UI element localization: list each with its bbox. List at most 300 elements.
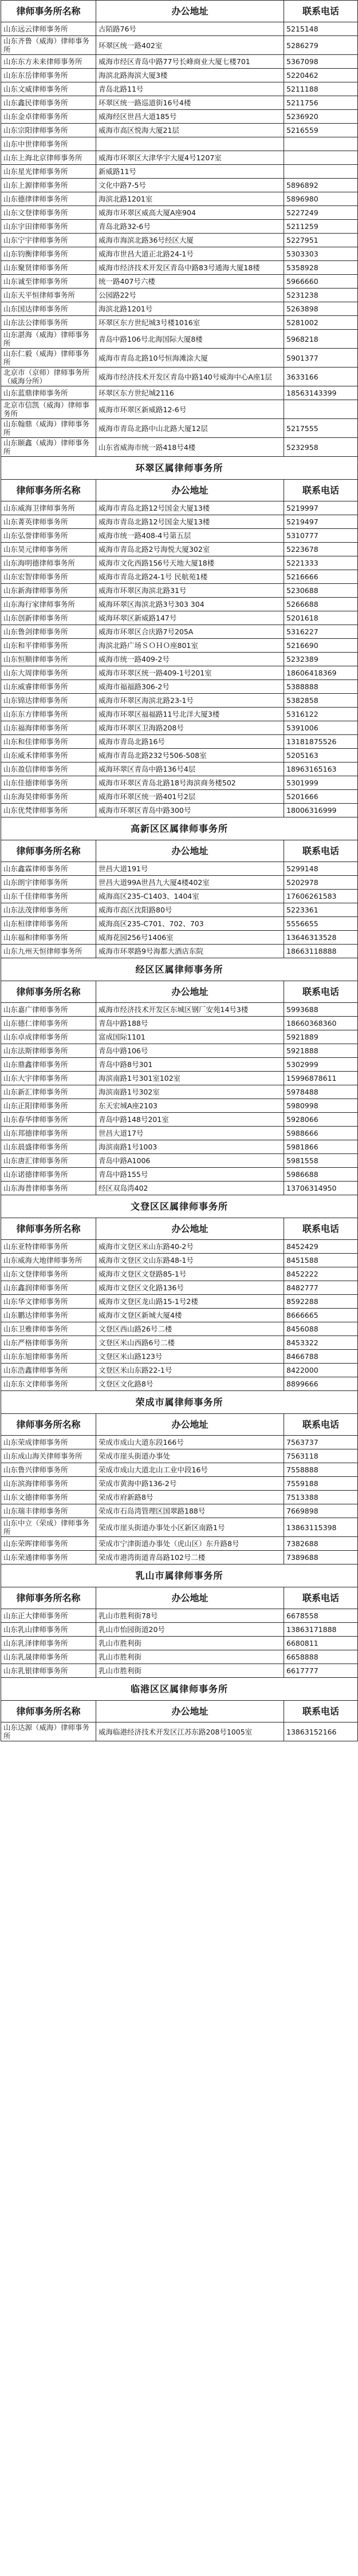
firm-name: 山东恒顺律师事务所 [1, 653, 96, 666]
table-row [1, 96, 358, 110]
firm-address: 威海市青岛北路中山北路大厦12层 [96, 419, 284, 438]
table-row [1, 556, 358, 570]
header-row [1, 480, 358, 501]
column-header-address: 办公地址 [96, 480, 284, 501]
firm-name: 山东宗阳律师事务所 [1, 124, 96, 137]
table-row [1, 1664, 358, 1678]
firm-name: 山东颐鑫（威海）律师事务所 [1, 438, 96, 457]
firm-address: 文登区米山路123号 [96, 1350, 284, 1364]
column-header-address: 办公地址 [96, 1587, 284, 1609]
firm-address: 威海市青岛北路12号国金大厦13楼 [96, 501, 284, 515]
table-row [1, 804, 358, 817]
column-header-name: 律师事务所名称 [1, 1414, 96, 1436]
firm-address: 山东省威海市统一路418号4楼 [96, 438, 284, 457]
firm-phone: 8899666 [284, 1377, 358, 1391]
firm-phone: 3633166 [284, 368, 358, 386]
table-row [1, 1722, 358, 1741]
firm-name: 山东远云律师事务所 [1, 22, 96, 36]
table-row [1, 419, 358, 438]
table-row [1, 1518, 358, 1537]
firm-name: 山东金卓律师事务所 [1, 110, 96, 124]
column-header-name: 律师事务所名称 [1, 1218, 96, 1240]
firm-address: 青岛北路11号 [96, 82, 284, 96]
firm-address: 威海市统一路408-4号第五层 [96, 529, 284, 543]
table-row [1, 1364, 358, 1377]
table-row [1, 1504, 358, 1518]
table-row [1, 400, 358, 419]
table-row [1, 945, 358, 958]
firm-phone: 5216690 [284, 639, 358, 653]
firm-name: 山东桓律律师事务所 [1, 917, 96, 931]
firm-phone: 8456088 [284, 1322, 358, 1336]
table-row [1, 749, 358, 762]
firm-name: 山东正阳律师事务所 [1, 1099, 96, 1113]
firm-address: 威海市环翠区青岛中路300号 [96, 804, 284, 817]
table-row [1, 69, 358, 82]
table-row [1, 36, 358, 55]
firm-phone: 13706314950 [284, 1182, 358, 1195]
column-header-phone: 联系电话 [284, 1, 358, 22]
firm-address: 威海市文登区文山东路48-1号 [96, 1254, 284, 1267]
firm-name: 山东星光律师事务所 [1, 165, 96, 179]
table-row [1, 368, 358, 386]
firm-name: 山东国达律师事务所 [1, 302, 96, 316]
firm-address: 威海市青岛北路12号国金大厦13楼 [96, 515, 284, 529]
firm-name: 山东法公律师事务所 [1, 316, 96, 330]
table-row [1, 247, 358, 261]
firm-address: 荣成市成山大道东段166号 [96, 1436, 284, 1449]
firm-address: 威海市环翠路9号海都大酒店东院 [96, 945, 284, 958]
column-header-phone: 联系电话 [284, 480, 358, 501]
firm-name: 山东鼎鑫律师事务所 [1, 1058, 96, 1072]
firm-phone: 5316227 [284, 625, 358, 639]
header-row [1, 1587, 358, 1609]
firm-address: 荣成市港湾街道青岛路102号二楼 [96, 1551, 284, 1564]
firm-address: 青岛中路148号201室 [96, 1113, 284, 1127]
firm-phone: 7558888 [284, 1463, 358, 1477]
firm-name: 山东华文律师事务所 [1, 1295, 96, 1309]
firm-name: 山东菁英律师事务所 [1, 515, 96, 529]
firm-address: 威海市环翠区威高大厦A座904 [96, 206, 284, 220]
firm-address: 海滨北路海滨大厦3楼 [96, 69, 284, 82]
table-row [1, 529, 358, 543]
firm-name: 山东优梵律师事务所 [1, 804, 96, 817]
table-row [1, 137, 358, 151]
column-header-phone: 联系电话 [284, 1218, 358, 1240]
table-row [1, 570, 358, 584]
firm-name: 山东德仁律师事务所 [1, 1017, 96, 1030]
firm-address: 乳山市胜利街 [96, 1650, 284, 1664]
firm-name: 山东滨海律师事务所 [1, 1477, 96, 1491]
section-title: 乳山市属律师事务所 [1, 1564, 358, 1587]
firm-name: 山东海昊律师事务所 [1, 790, 96, 804]
firm-address: 威海市文登区米山东路40-2号 [96, 1240, 284, 1254]
table-row [1, 1003, 358, 1017]
firm-phone: 5981558 [284, 1154, 358, 1168]
firm-name: 山东蓝鼎律师事务所 [1, 386, 96, 400]
firm-address: 经区双岛湾402 [96, 1182, 284, 1195]
firm-address: 威海花园256号1406室 [96, 931, 284, 945]
firm-name: 山东诚至律师事务所 [1, 275, 96, 289]
firm-address: 世昌大道17号 [96, 1127, 284, 1140]
firm-name: 山东九州天恒律师事务所 [1, 945, 96, 958]
section-title: 环翠区属律师事务所 [1, 457, 358, 480]
firm-phone: 5358928 [284, 261, 358, 275]
firm-phone: 5230688 [284, 584, 358, 598]
firm-phone: 13646313528 [284, 931, 358, 945]
table-row [1, 1463, 358, 1477]
firm-phone: 5928066 [284, 1113, 358, 1127]
firm-name: 山东法斯律师事务所 [1, 1044, 96, 1058]
firm-phone: 5968218 [284, 330, 358, 349]
firm-address: 荣成市宁津街道办事处（虎山区）东升路8号 [96, 1537, 284, 1551]
firm-phone: 5202978 [284, 876, 358, 890]
header-row [1, 981, 358, 1003]
header-row [1, 1, 358, 22]
firm-address: 富成国际1101 [96, 1030, 284, 1044]
firm-phone: 13181875526 [284, 735, 358, 749]
firm-name: 山东海行家律师事务所 [1, 598, 96, 611]
firm-name: 山东中立（荣成）律师事务所 [1, 1518, 96, 1537]
firm-address: 威海市环翠区统一路409-1号201室 [96, 666, 284, 680]
firm-name: 山东鲁兴律师事务所 [1, 1463, 96, 1477]
firm-address: 文登区西山路26号二楼 [96, 1322, 284, 1336]
table-row [1, 82, 358, 96]
table-row [1, 1127, 358, 1140]
firm-address: 青岛中路106号北海国际大厦8楼 [96, 330, 284, 349]
firm-phone: 5219497 [284, 515, 358, 529]
table-row [1, 1099, 358, 1113]
firm-address: 威海市环翠区新威路12-6号 [96, 400, 284, 419]
firm-phone: 8453322 [284, 1336, 358, 1350]
firm-address: 乳山市胜利街 [96, 1664, 284, 1678]
firm-address: 威海市青岛北路16号 [96, 735, 284, 749]
section-title: 高新区区属律师事务所 [1, 817, 358, 840]
table-row [1, 302, 358, 316]
firm-phone: 18006316999 [284, 804, 358, 817]
firm-address: 威海经区世昌大道185号 [96, 110, 284, 124]
firm-phone: 5310777 [284, 529, 358, 543]
column-header-address: 办公地址 [96, 981, 284, 1003]
firm-name: 山东成山海关律师事务所 [1, 1449, 96, 1463]
table-row [1, 206, 358, 220]
firm-name: 山东东方未来律师事务所 [1, 55, 96, 69]
firm-name: 山东钧衡律师事务所 [1, 247, 96, 261]
firm-phone: 15996878611 [284, 1072, 358, 1085]
table-row [1, 110, 358, 124]
table-row [1, 1436, 358, 1449]
firm-address: 威海市福福路306-2号 [96, 680, 284, 694]
firm-address: 威海市环翠区统一路401号2层 [96, 790, 284, 804]
firm-phone: 6658888 [284, 1650, 358, 1664]
firm-address: 威海市文登区新城大厦4楼 [96, 1309, 284, 1322]
firm-name: 山东鑫霖律师事务所 [1, 862, 96, 876]
firm-address: 海滨南路1号302室 [96, 1085, 284, 1099]
firm-phone: 5388888 [284, 680, 358, 694]
firm-address: 新威路11号 [96, 165, 284, 179]
table-row [1, 1030, 358, 1044]
firm-name: 山东乳山律师事务所 [1, 1623, 96, 1637]
table-row [1, 1072, 358, 1085]
firm-name: 山东正大律师事务所 [1, 1609, 96, 1623]
table-row [1, 876, 358, 890]
table-row [1, 1491, 358, 1504]
firm-name: 山东威禾律师事务所 [1, 749, 96, 762]
firm-name: 山东宏智律师事务所 [1, 570, 96, 584]
firm-name: 山东宇田律师事务所 [1, 220, 96, 234]
firm-phone [284, 165, 358, 179]
table-row [1, 721, 358, 735]
firm-phone: 5301999 [284, 776, 358, 790]
firm-address: 统一路407号六楼 [96, 275, 284, 289]
firm-address: 文登区米山西路6号二楼 [96, 1336, 284, 1350]
firm-name: 山东千佳律师事务所 [1, 890, 96, 903]
firm-address: 威海市文登区文化路136号 [96, 1281, 284, 1295]
section-title-row [1, 1678, 358, 1701]
firm-phone: 5391006 [284, 721, 358, 735]
firm-name: 山东大周律师事务所 [1, 666, 96, 680]
firm-phone: 5286279 [284, 36, 358, 55]
table-row [1, 931, 358, 945]
firm-phone: 13863115398 [284, 1518, 358, 1537]
firm-name: 山东新汇律师事务所 [1, 1085, 96, 1099]
firm-phone: 5220462 [284, 69, 358, 82]
firm-phone: 5263898 [284, 302, 358, 316]
firm-address [96, 137, 284, 151]
firm-phone: 13863171888 [284, 1623, 358, 1637]
firm-address: 乳山市怡园街道20号 [96, 1623, 284, 1637]
table-row [1, 917, 358, 931]
table-row [1, 1140, 358, 1154]
firm-address: 威海市青岛北路10号恒海滩涂大厦 [96, 349, 284, 368]
firm-name: 山东东文律师事务所 [1, 1377, 96, 1391]
firm-phone [284, 137, 358, 151]
firm-name: 山东春华律师事务所 [1, 1113, 96, 1127]
firm-phone: 5382858 [284, 694, 358, 708]
firm-name: 山东威睿律师事务所 [1, 680, 96, 694]
firm-phone: 7563118 [284, 1449, 358, 1463]
firm-phone: 5231238 [284, 289, 358, 302]
table-row [1, 1377, 358, 1391]
table-row [1, 501, 358, 515]
firm-name: 山东鑫民律师事务所 [1, 96, 96, 110]
table-row [1, 1058, 358, 1072]
law-firm-directory-table [1, 0, 358, 1741]
firm-address: 环翠区东方世纪城2116 [96, 386, 284, 400]
firm-address: 威海环翠区海滨北路3号303 304 [96, 598, 284, 611]
table-row [1, 776, 358, 790]
firm-phone: 8482777 [284, 1281, 358, 1295]
table-row [1, 598, 358, 611]
firm-name: 山东唐汇律师事务所 [1, 1154, 96, 1168]
table-row [1, 1609, 358, 1623]
table-row [1, 1113, 358, 1127]
firm-name: 山东大宇律师事务所 [1, 1072, 96, 1085]
firm-phone: 8666665 [284, 1309, 358, 1322]
firm-address: 威海临港经济技术开发区江苏东路208号1005室 [96, 1722, 284, 1741]
table-row [1, 289, 358, 302]
table-row [1, 708, 358, 721]
firm-name: 山东福海律师事务所 [1, 721, 96, 735]
table-row [1, 890, 358, 903]
column-header-name: 律师事务所名称 [1, 1, 96, 22]
firm-name: 山东鲁剑律师事务所 [1, 625, 96, 639]
header-row [1, 1218, 358, 1240]
table-row [1, 1254, 358, 1267]
section-title: 临港区区属律师事务所 [1, 1678, 358, 1701]
firm-phone: 5367098 [284, 55, 358, 69]
firm-address: 青岛中路A1006 [96, 1154, 284, 1168]
firm-address: 海滨北路1201室 [96, 192, 284, 206]
firm-phone: 5303303 [284, 247, 358, 261]
firm-address: 环翠区统一路巡道街16号4楼 [96, 96, 284, 110]
table-row [1, 330, 358, 349]
firm-phone: 6678558 [284, 1609, 358, 1623]
table-row [1, 1477, 358, 1491]
table-row [1, 386, 358, 400]
firm-phone: 5223361 [284, 903, 358, 917]
firm-phone: 8422000 [284, 1364, 358, 1377]
table-row [1, 903, 358, 917]
firm-address: 威海市环翠区海滨北路31号 [96, 584, 284, 598]
firm-name: 山东天平恒律师事务所 [1, 289, 96, 302]
table-row [1, 165, 358, 179]
firm-phone: 5201666 [284, 790, 358, 804]
firm-address: 威海市经济技术开发区东城区钢厂安苑14号3楼 [96, 1003, 284, 1017]
firm-phone: 8592288 [284, 1295, 358, 1309]
firm-name: 山东威海大地律师事务所 [1, 1254, 96, 1267]
table-row [1, 862, 358, 876]
firm-address: 荣成市府新路8号 [96, 1491, 284, 1504]
firm-phone: 5216559 [284, 124, 358, 137]
firm-address: 海滨北路广场ＳＯＨＯ座801室 [96, 639, 284, 653]
firm-phone: 5556655 [284, 917, 358, 931]
firm-phone: 5227249 [284, 206, 358, 220]
firm-name: 山东海普律师事务所 [1, 1182, 96, 1195]
firm-phone: 7389688 [284, 1551, 358, 1564]
firm-address: 威海市青岛北路2号海悦大厦302室 [96, 543, 284, 556]
table-row [1, 1322, 358, 1336]
firm-name: 山东东方律师事务所 [1, 708, 96, 721]
table-row [1, 735, 358, 749]
firm-address: 乳山市胜利街78号 [96, 1609, 284, 1623]
firm-phone: 6680811 [284, 1637, 358, 1650]
firm-name: 山东昊元律师事务所 [1, 543, 96, 556]
firm-name: 山东达源（威海）律师事务所 [1, 1722, 96, 1741]
firm-address: 文化中路7-5号 [96, 179, 284, 192]
firm-phone: 5896892 [284, 179, 358, 192]
table-row [1, 1637, 358, 1650]
column-header-name: 律师事务所名称 [1, 981, 96, 1003]
firm-address: 威海市经济技术开发区青岛中路140号威海中心A座1层 [96, 368, 284, 386]
column-header-phone: 联系电话 [284, 840, 358, 862]
firm-name: 山东晨盛律师事务所 [1, 1140, 96, 1154]
firm-name: 山东文登律师事务所 [1, 206, 96, 220]
table-row [1, 316, 358, 330]
firm-phone: 18563143399 [284, 386, 358, 400]
header-row [1, 1701, 358, 1722]
section-title: 荣成市属律师事务所 [1, 1391, 358, 1414]
firm-phone: 8451588 [284, 1254, 358, 1267]
firm-phone: 8466788 [284, 1350, 358, 1364]
firm-address: 荣成市崖头街道办事处 [96, 1449, 284, 1463]
firm-name: 山东卓成律师事务所 [1, 1030, 96, 1044]
table-row [1, 1623, 358, 1637]
firm-name: 山东福和律师事务所 [1, 931, 96, 945]
table-row [1, 234, 358, 247]
firm-address: 威海市世昌大道正北路24-1号 [96, 247, 284, 261]
firm-name: 山东锦达律师事务所 [1, 694, 96, 708]
table-row [1, 1449, 358, 1463]
firm-name: 北京市信凯（威海）律师事务所 [1, 400, 96, 419]
table-row [1, 192, 358, 206]
table-row [1, 680, 358, 694]
firm-name: 山东乳泽律师事务所 [1, 1637, 96, 1650]
firm-name: 山东鑫润律师事务所 [1, 1281, 96, 1295]
firm-name: 山东荣成律师事务所 [1, 1436, 96, 1449]
firm-address: 青岛中路106号 [96, 1044, 284, 1058]
firm-address: 海滨北路1201号 [96, 302, 284, 316]
table-row [1, 1017, 358, 1030]
firm-phone: 5227951 [284, 234, 358, 247]
firm-address: 青岛北路32-6号 [96, 220, 284, 234]
column-header-name: 律师事务所名称 [1, 1587, 96, 1609]
firm-name: 山东嘉广律师事务所 [1, 1003, 96, 1017]
firm-phone: 5232389 [284, 653, 358, 666]
table-row [1, 1537, 358, 1551]
firm-phone: 5215148 [284, 22, 358, 36]
firm-name: 山东盈信律师事务所 [1, 762, 96, 776]
section-title-row [1, 1391, 358, 1414]
firm-phone: 5299148 [284, 862, 358, 876]
firm-phone: 18660368360 [284, 1017, 358, 1030]
firm-name: 山东宁宇律师事务所 [1, 234, 96, 247]
firm-name: 山东乳晟律师事务所 [1, 1650, 96, 1664]
table-row [1, 1336, 358, 1350]
firm-phone: 5901377 [284, 349, 358, 368]
firm-name: 山东文威律师事务所 [1, 82, 96, 96]
column-header-address: 办公地址 [96, 840, 284, 862]
table-row [1, 1295, 358, 1309]
firm-name: 山东浩鑫律师事务所 [1, 1364, 96, 1377]
column-header-phone: 联系电话 [284, 1587, 358, 1609]
firm-name: 山东德律律师事务所 [1, 192, 96, 206]
table-row [1, 151, 358, 165]
firm-address: 威海市文登区龙山路15-1号2楼 [96, 1295, 284, 1309]
firm-address: 荣成市崖头街道办事处小区新区南路1号 [96, 1518, 284, 1537]
firm-phone: 5236920 [284, 110, 358, 124]
column-header-address: 办公地址 [96, 1218, 284, 1240]
firm-address: 威海市环翠区青岛北路18号海滨商务楼502 [96, 776, 284, 790]
column-header-phone: 联系电话 [284, 1414, 358, 1436]
table-row [1, 653, 358, 666]
firm-phone [284, 400, 358, 419]
section-title-row [1, 1564, 358, 1587]
firm-name: 山东和佳律师事务所 [1, 735, 96, 749]
table-row [1, 124, 358, 137]
firm-address: 威海市青岛北路232号506-508室 [96, 749, 284, 762]
firm-name: 山东上海北京律师事务所 [1, 151, 96, 165]
table-row [1, 1650, 358, 1664]
section-title: 经区区属律师事务所 [1, 958, 358, 981]
firm-phone: 5266688 [284, 598, 358, 611]
header-row [1, 840, 358, 862]
table-row [1, 790, 358, 804]
firm-name: 山东瑞丰律师事务所 [1, 1504, 96, 1518]
table-row [1, 694, 358, 708]
firm-address: 东天宏城A座2103 [96, 1099, 284, 1113]
firm-phone: 8452429 [284, 1240, 358, 1254]
